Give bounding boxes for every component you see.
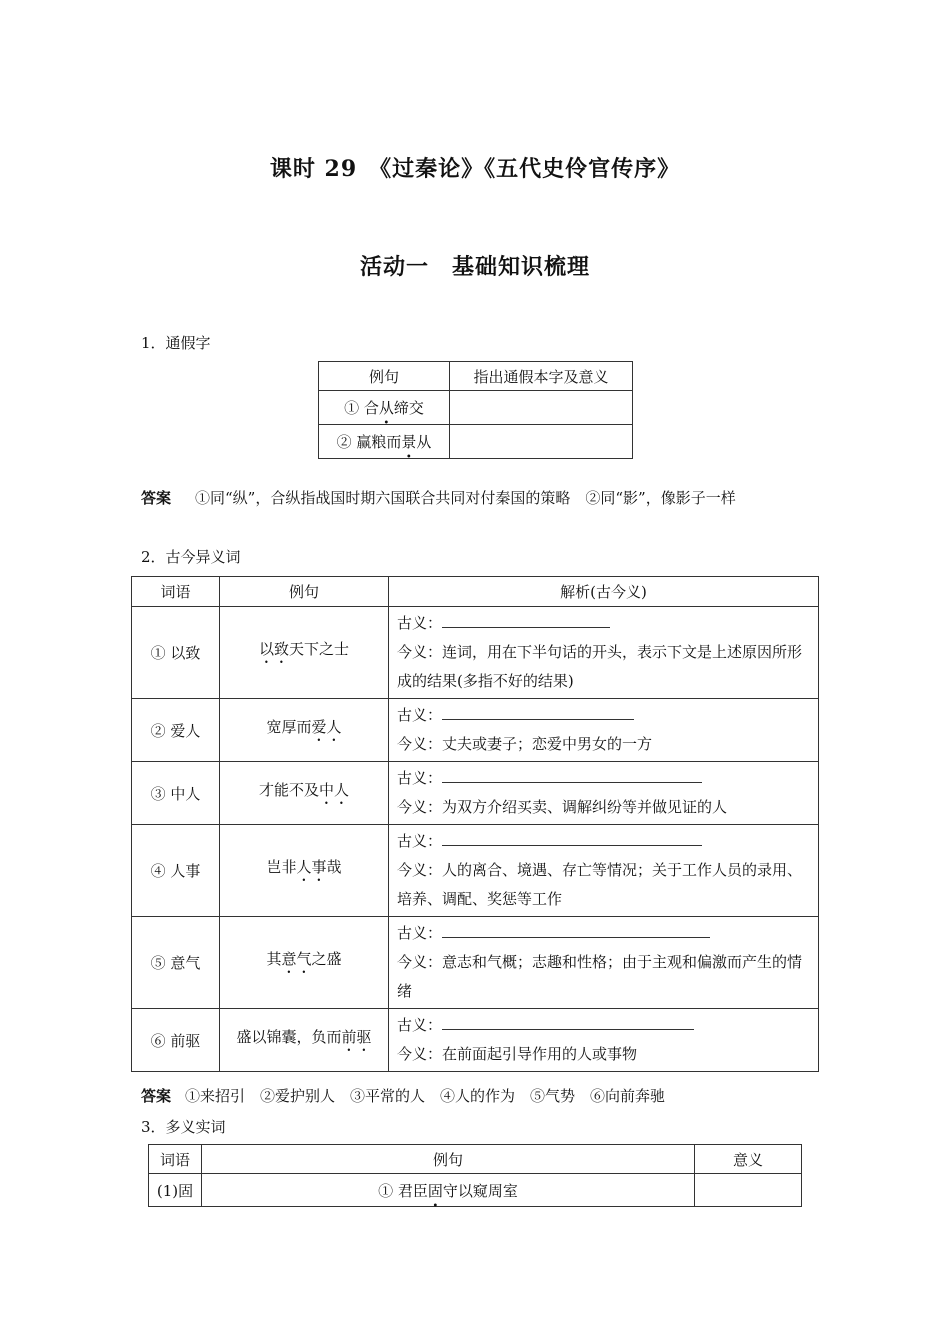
emphasized-char: 从 [378, 399, 394, 417]
table-header: 例句 [202, 1145, 695, 1174]
table-row: ⑤ 意气 其意气之盛 古义： 今义：意志和气概；志趣和性格；由于主观和偏激而产生的情绪 [132, 917, 819, 1009]
table-header: 例句 [220, 577, 389, 607]
answer-blank [442, 1015, 694, 1030]
table-header: 例句 [319, 362, 450, 391]
table-header: 词语 [132, 577, 220, 607]
emphasized-word: 前驱 [341, 1027, 372, 1046]
answer-blank [442, 613, 610, 628]
answer-blank [442, 923, 710, 938]
duoyi-table [148, 1144, 802, 1207]
table-header: 解析(古今义) [389, 577, 819, 607]
answer-blank [442, 705, 634, 720]
answer-1: 答案 ①同“纵”，合纵指战国时期六国联合共同对付秦国的策略 ②同“影”，像影子一样 [141, 489, 736, 507]
table-row: ⑥ 前驱 盛以锦囊，负而前驱 古义： 今义：在前面起引导作用的人或事物 [132, 1009, 819, 1072]
emphasized-word: 人事 [296, 858, 327, 876]
blank-cell [695, 1174, 802, 1207]
table-row: ② 赢粮而景从 [319, 425, 633, 459]
blank-cell [450, 425, 633, 459]
table-header: 意义 [695, 1145, 802, 1174]
section-3-heading: 3．多义实词 [141, 1118, 226, 1136]
section-1-heading: 1．通假字 [141, 334, 211, 352]
gujin-table [131, 576, 819, 1072]
answer-blank [442, 768, 702, 783]
answer-blank [442, 831, 702, 846]
table-row: ① 以致 以致天下之士 古义： 今义：连词，用在下半句话的开头，表示下文是上述原因所形成的结果(多指不好的结果) [132, 607, 819, 699]
table-header: 指出通假本字及意义 [450, 362, 633, 391]
answer-label: 答案 [141, 489, 172, 507]
emphasized-char: 固 [427, 1181, 443, 1200]
table-row: ① 合从缔交 [319, 391, 633, 425]
section-2-heading: 2．古今异义词 [141, 548, 241, 566]
activity-title: 活动一 基础知识梳理 [359, 254, 590, 280]
answer-2: 答案 ①来招引 ②爱护别人 ③平常的人 ④人的作为 ⑤气势 ⑥向前奔驰 [141, 1087, 666, 1105]
answer-label: 答案 [141, 1087, 172, 1105]
table-header: 词语 [149, 1145, 202, 1174]
emphasized-char: 景 [401, 433, 417, 451]
table-row: ② 爱人 宽厚而爱人 古义： 今义：丈夫或妻子；恋爱中男女的一方 [132, 699, 819, 762]
emphasized-word: 中人 [319, 780, 350, 799]
table-row: ③ 中人 才能不及中人 古义： 今义：为双方介绍买卖、调解纠纷等并做见证的人 [132, 762, 819, 825]
emphasized-word: 意气 [281, 950, 312, 968]
table-row: ④ 人事 岂非人事哉 古义： 今义：人的离合、境遇、存亡等情况；关于工作人员的录用、培养、调配、奖惩等工作 [132, 825, 819, 917]
emphasized-word: 爱人 [311, 717, 342, 736]
blank-cell [450, 391, 633, 425]
table-row: (1)固 ① 君臣固守以窥周室 [149, 1174, 802, 1207]
emphasized-word: 以致 [258, 640, 289, 658]
tongjiazi-table [318, 361, 633, 459]
page-title: 课时 29 《过秦论》《五代史伶官传序》 [269, 156, 681, 182]
